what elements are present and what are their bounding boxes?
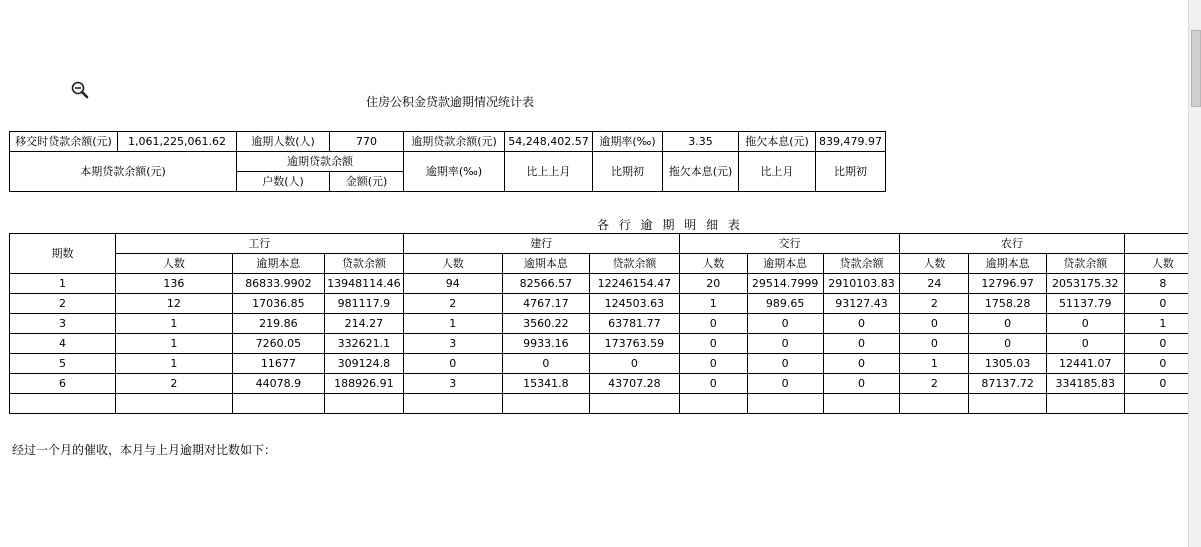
table-cell: 4 <box>10 334 116 354</box>
column-header: 贷款余额 <box>823 254 900 274</box>
table-cell: 0 <box>403 354 502 374</box>
table-cell <box>590 394 680 414</box>
table-cell: 0 <box>900 314 969 334</box>
table-cell: 334185.83 <box>1046 374 1124 394</box>
table-cell: 0 <box>823 374 900 394</box>
detail-body <box>10 274 1201 414</box>
column-header: 逾期本息 <box>232 254 324 274</box>
table-cell: 20 <box>679 274 747 294</box>
column-header: 逾期本息 <box>969 254 1046 274</box>
table-cell: 87137.72 <box>969 374 1046 394</box>
table-cell: 136 <box>115 274 232 294</box>
table-cell: 8 <box>1124 274 1201 294</box>
table-cell: 29514.7999 <box>747 274 823 294</box>
table-cell: 5 <box>10 354 116 374</box>
vertical-scrollbar[interactable] <box>1188 0 1201 547</box>
table-cell: 1 <box>1124 314 1201 334</box>
table-cell <box>10 394 116 414</box>
table-cell: 0 <box>969 334 1046 354</box>
table-cell: 93127.43 <box>823 294 900 314</box>
table-cell <box>502 394 589 414</box>
table-row <box>10 374 1201 394</box>
table-cell <box>747 394 823 414</box>
table-cell: 0 <box>747 334 823 354</box>
table-cell: 3 <box>403 334 502 354</box>
table-cell: 7260.05 <box>232 334 324 354</box>
table-row <box>10 394 1201 414</box>
table-cell: 219.86 <box>232 314 324 334</box>
bank-header-row <box>10 234 1201 254</box>
table-cell: 44078.9 <box>232 374 324 394</box>
table-cell: 0 <box>679 354 747 374</box>
table-cell: 1 <box>900 354 969 374</box>
table-cell: 15341.8 <box>502 374 589 394</box>
summary-cell: 拖欠本息(元) <box>739 132 816 152</box>
table-cell: 1305.03 <box>969 354 1046 374</box>
table-cell: 2 <box>115 374 232 394</box>
summary-table <box>9 131 886 192</box>
table-cell <box>1046 394 1124 414</box>
table-cell: 0 <box>679 314 747 334</box>
period-header: 期数 <box>10 234 116 274</box>
table-cell: 3 <box>10 314 116 334</box>
table-cell: 2 <box>10 294 116 314</box>
table-cell: 1758.28 <box>969 294 1046 314</box>
table-row <box>10 294 1201 314</box>
overdue-rate-header: 逾期率(‰) <box>404 152 505 192</box>
table-cell <box>403 394 502 414</box>
table-cell: 0 <box>823 334 900 354</box>
table-cell: 0 <box>1124 354 1201 374</box>
table-row <box>10 274 1201 294</box>
table-cell: 0 <box>679 374 747 394</box>
households-header: 户数(人) <box>237 172 330 192</box>
table-cell: 12441.07 <box>1046 354 1124 374</box>
table-cell: 1 <box>679 294 747 314</box>
column-header: 贷款余额 <box>1046 254 1124 274</box>
summary-cell: 逾期人数(人) <box>237 132 330 152</box>
column-header: 逾期本息 <box>747 254 823 274</box>
table-cell: 11677 <box>232 354 324 374</box>
bank-header: 工行 <box>115 234 403 254</box>
zoom-out-icon[interactable] <box>70 80 90 100</box>
page-title: 住房公积金贷款逾期情况统计表 <box>365 95 534 109</box>
table-cell <box>325 394 403 414</box>
bank-header: 农行 <box>900 234 1124 254</box>
table-cell: 17036.85 <box>232 294 324 314</box>
table-cell: 309124.8 <box>325 354 403 374</box>
table-cell <box>115 394 232 414</box>
table-cell: 3560.22 <box>502 314 589 334</box>
table-cell: 1 <box>115 314 232 334</box>
summary-cell: 移交时贷款余额(元) <box>10 132 118 152</box>
summary-cell: 逾期率(‰) <box>593 132 663 152</box>
table-row <box>10 354 1201 374</box>
table-cell: 0 <box>1046 334 1124 354</box>
table-cell: 13948114.46 <box>325 274 403 294</box>
table-cell: 2 <box>900 294 969 314</box>
table-cell: 1 <box>403 314 502 334</box>
table-cell: 2 <box>900 374 969 394</box>
table-cell: 0 <box>1124 294 1201 314</box>
table-cell <box>969 394 1046 414</box>
summary-cell: 1,061,225,061.62 <box>118 132 237 152</box>
summary-cell: 逾期贷款余额(元) <box>404 132 505 152</box>
table-cell: 981117.9 <box>325 294 403 314</box>
table-cell: 43707.28 <box>590 374 680 394</box>
subheader-row <box>10 254 1201 274</box>
table-cell: 82566.57 <box>502 274 589 294</box>
table-cell: 0 <box>747 374 823 394</box>
summary-cell: 3.35 <box>663 132 739 152</box>
summary-cell: 839,479.97 <box>816 132 886 152</box>
table-cell <box>900 394 969 414</box>
table-cell: 12 <box>115 294 232 314</box>
table-cell: 332621.1 <box>325 334 403 354</box>
table-cell: 989.65 <box>747 294 823 314</box>
table-cell: 0 <box>900 334 969 354</box>
column-header: 逾期本息 <box>502 254 589 274</box>
table-row <box>10 334 1201 354</box>
table-cell: 2053175.32 <box>1046 274 1124 294</box>
vs-start-header: 比期初 <box>816 152 886 192</box>
table-cell: 6 <box>10 374 116 394</box>
table-cell: 1 <box>115 354 232 374</box>
table-cell: 0 <box>1124 334 1201 354</box>
table-cell: 94 <box>403 274 502 294</box>
table-cell: 0 <box>747 314 823 334</box>
column-header: 人数 <box>403 254 502 274</box>
table-row <box>10 314 1201 334</box>
table-cell: 1 <box>10 274 116 294</box>
table-cell <box>232 394 324 414</box>
table-cell: 2 <box>403 294 502 314</box>
table-cell: 0 <box>969 314 1046 334</box>
table-cell: 0 <box>679 334 747 354</box>
table-cell: 0 <box>823 354 900 374</box>
column-header: 人数 <box>115 254 232 274</box>
table-cell: 9933.16 <box>502 334 589 354</box>
summary-cell: 54,248,402.57 <box>505 132 593 152</box>
vs-start-header: 比期初 <box>593 152 663 192</box>
section-subtitle: 各 行 逾 期 明 细 表 <box>597 218 743 232</box>
detail-table <box>9 233 1201 414</box>
scrollbar-thumb[interactable] <box>1191 30 1201 107</box>
summary-row <box>10 152 886 172</box>
vs-last-month-header: 比上月 <box>739 152 816 192</box>
table-cell: 3 <box>403 374 502 394</box>
table-cell: 0 <box>1124 374 1201 394</box>
table-cell: 2910103.83 <box>823 274 900 294</box>
current-balance-header: 本期贷款余额(元) <box>10 152 237 192</box>
table-cell: 0 <box>590 354 680 374</box>
summary-row <box>10 132 886 152</box>
table-cell: 12796.97 <box>969 274 1046 294</box>
table-cell: 63781.77 <box>590 314 680 334</box>
column-header: 人数 <box>679 254 747 274</box>
table-cell: 1 <box>115 334 232 354</box>
amount-header: 金额(元) <box>330 172 404 192</box>
column-header: 人数 <box>1124 254 1201 274</box>
table-cell: 4767.17 <box>502 294 589 314</box>
overdue-balance-header: 逾期贷款余额 <box>237 152 404 172</box>
table-cell: 173763.59 <box>590 334 680 354</box>
column-header: 人数 <box>900 254 969 274</box>
vs-last-month-header: 比上上月 <box>505 152 593 192</box>
bank-header: 建行 <box>403 234 679 254</box>
table-cell <box>823 394 900 414</box>
table-cell: 51137.79 <box>1046 294 1124 314</box>
table-cell: 24 <box>900 274 969 294</box>
note-text: 经过一个月的催收，本月与上月逾期对比数如下： <box>12 443 277 457</box>
summary-cell: 770 <box>330 132 404 152</box>
table-cell: 86833.9902 <box>232 274 324 294</box>
arrears-header: 拖欠本息(元) <box>663 152 739 192</box>
table-cell <box>679 394 747 414</box>
table-cell: 0 <box>1046 314 1124 334</box>
column-header: 贷款余额 <box>325 254 403 274</box>
table-cell: 0 <box>502 354 589 374</box>
table-cell: 124503.63 <box>590 294 680 314</box>
column-header: 贷款余额 <box>590 254 680 274</box>
table-cell: 0 <box>747 354 823 374</box>
bank-header: 交行 <box>679 234 900 254</box>
table-cell: 0 <box>823 314 900 334</box>
table-cell: 188926.91 <box>325 374 403 394</box>
table-cell: 12246154.47 <box>590 274 680 294</box>
table-cell: 214.27 <box>325 314 403 334</box>
